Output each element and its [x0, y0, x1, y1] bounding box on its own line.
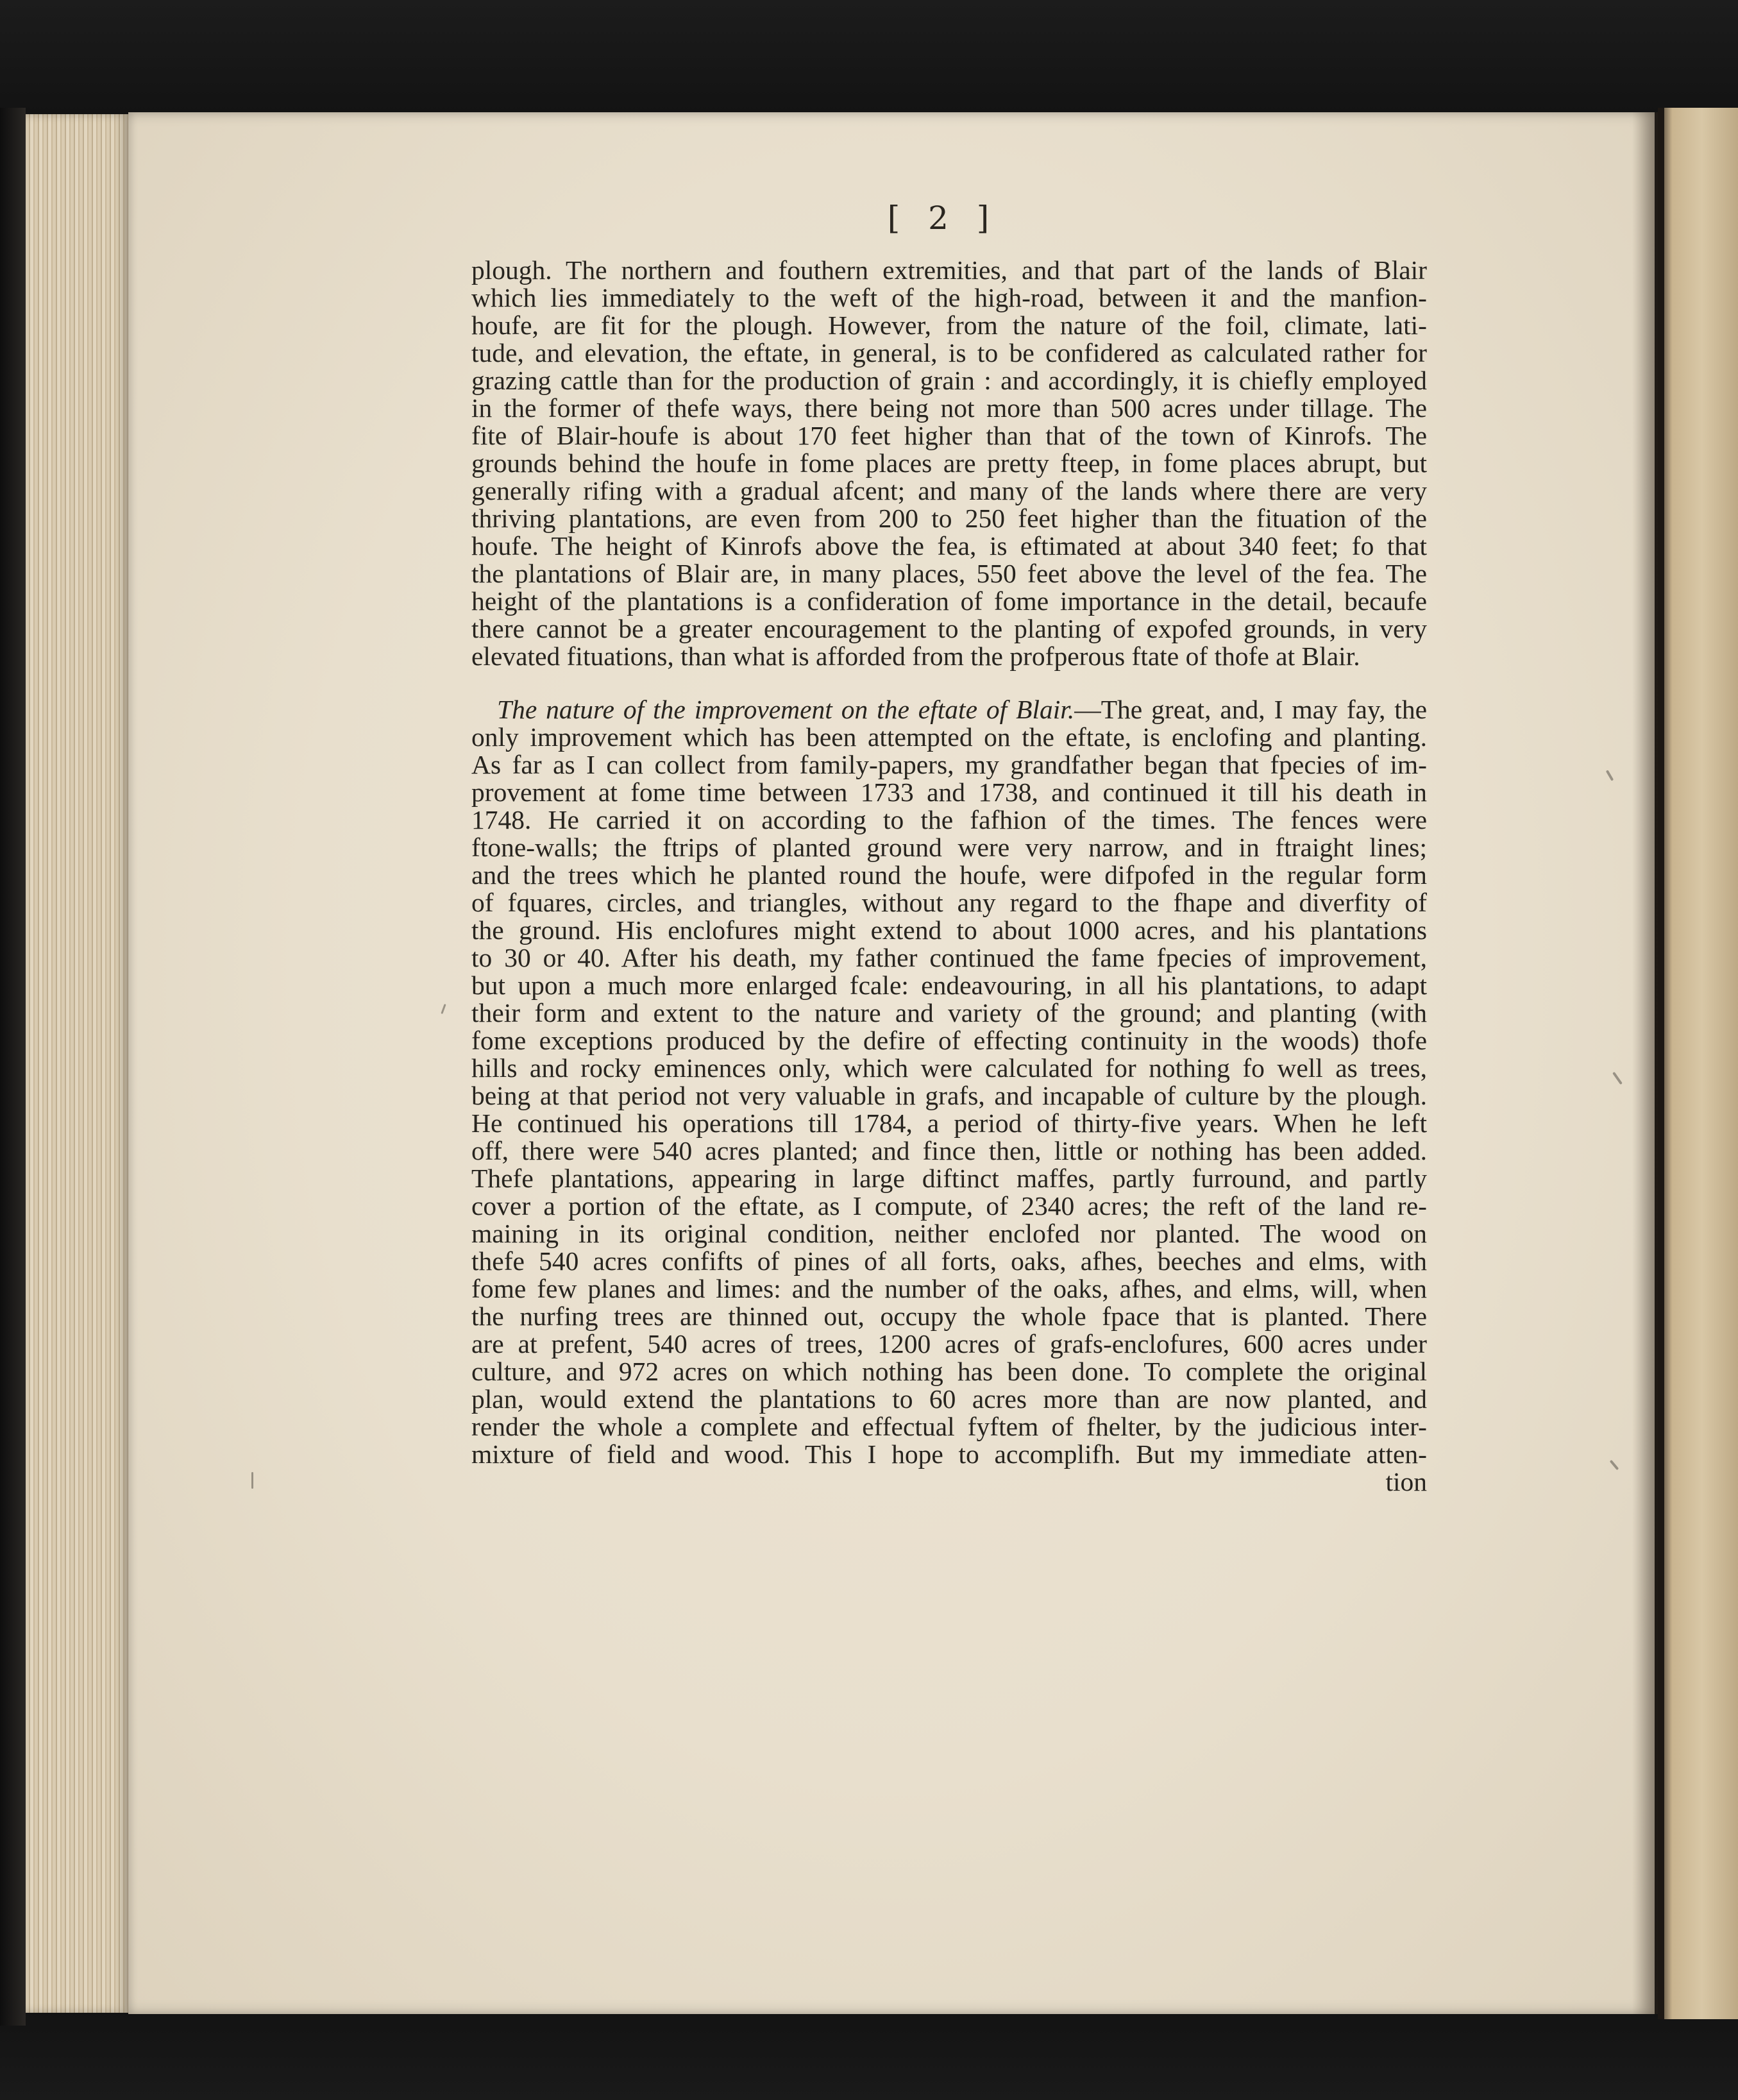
text-line: fite of Blair-houfe is about 170 feet higher than that of the town of Kinrofs. The	[471, 421, 1427, 450]
section-heading-line	[471, 696, 1427, 724]
heading-line-rest: —The great, and, I may fay, the	[1074, 695, 1427, 724]
text-line: the plantations of Blair are, in many places, 550 feet above the level of the fea. The	[471, 559, 1427, 588]
text-line: of fquares, circles, and triangles, without any regard to the fhape and diverfity of	[471, 888, 1427, 917]
text-line: thriving plantations, are even from 200 to 250 feet higher than the fituation of the	[471, 504, 1427, 533]
paragraph-gap	[471, 670, 1427, 696]
text-line: Thefe plantations, appearing in large diftinct maffes, partly furround, and partly	[471, 1164, 1427, 1193]
page-number: [ 2 ]	[887, 199, 999, 237]
text-line: the ground. His enclofures might extend to about 1000 acres, and his plantations	[471, 915, 1427, 945]
text-line: culture, and 972 acres on which nothing has been done. To complete the original	[471, 1357, 1427, 1386]
text-line: ftone-walls; the ftrips of planted ground were very narrow, and in ftraight lines;	[471, 833, 1427, 862]
text-line: tude, and elevation, the eftate, in general, is to be confidered as calculated rather for	[471, 338, 1427, 368]
text-line: their form and extent to the nature and variety of the ground; and planting (with	[471, 998, 1427, 1028]
text-line: fome exceptions produced by the defire of effecting continuity in the woods) thofe	[471, 1026, 1427, 1055]
text-line: off, there were 540 acres planted; and fince then, little or nothing has been added.	[471, 1136, 1427, 1165]
text-line: grounds behind the houfe in fome places are pretty fteep, in fome places abrupt, but	[471, 448, 1427, 478]
facing-page-edge	[1658, 108, 1664, 2019]
text-line: plough. The northern and fouthern extremities, and that part of the lands of Blair	[471, 255, 1427, 285]
text-line: cover a portion of the eftate, as I compute, of 2340 acres; the reft of the land re-	[471, 1191, 1427, 1221]
book-cover-edge	[0, 108, 26, 2026]
text-line: fome few planes and limes: and the number of the oaks, afhes, and elms, will, when	[471, 1274, 1427, 1303]
text-line: maining in its original condition, neither enclofed nor planted. The wood on	[471, 1219, 1427, 1248]
text-line: only improvement which has been attempted on the eftate, is enclofing and planting.	[471, 722, 1427, 752]
text-line: elevated fituations, than what is afforded from the profperous ftate of thofe at Blair.	[471, 641, 1360, 671]
gutter-shadow	[1632, 112, 1658, 2014]
text-line: houfe, are fit for the plough. However, from the nature of the foil, climate, lati-	[471, 310, 1427, 340]
text-line: and the trees which he planted round the houfe, were difpofed in the regular form	[471, 860, 1427, 890]
text-line: 1748. He carried it on according to the fafhion of the times. The fences were	[471, 805, 1427, 834]
text-line: in the former of thefe ways, there being not more than 500 acres under tillage. The	[471, 393, 1427, 423]
text-line: but upon a much more enlarged fcale: endeavouring, in all his plantations, to adapt	[471, 970, 1427, 1000]
text-line: mixture of field and wood. This I hope to accomplifh. But my immediate atten-	[471, 1439, 1427, 1469]
text-line: grazing cattle than for the production of grain : and accordingly, it is chiefly employed	[471, 366, 1427, 395]
text-line: He continued his operations till 1784, a period of thirty-five years. When he left	[471, 1108, 1427, 1138]
facing-page-sliver	[1658, 108, 1738, 2019]
text-line: houfe. The height of Kinrofs above the fea, is eftimated at about 340 feet; fo that	[471, 531, 1427, 561]
text-line: generally rifing with a gradual afcent; and many of the lands where there are very	[471, 476, 1427, 505]
text-line: there cannot be a greater encouragement to the planting of expofed grounds, in very	[471, 614, 1427, 643]
catchword: tion	[1385, 1467, 1427, 1496]
scan-speck	[251, 1472, 253, 1489]
text-line: which lies immediately to the weft of the high-road, between it and the manfion-	[471, 283, 1427, 312]
text-line: height of the plantations is a confideration of fome importance in the detail, becaufe	[471, 586, 1427, 616]
text-line: to 30 or 40. After his death, my father continued the fame fpecies of improvement,	[471, 943, 1427, 972]
section-heading: The nature of the improvement on the eftate of Blair.	[497, 695, 1075, 724]
page-edges-stack	[26, 114, 128, 2013]
text-line: being at that period not very valuable in grafs, and incapable of culture by the plough.	[471, 1081, 1427, 1110]
text-line: are at prefent, 540 acres of trees, 1200 acres of grafs-enclofures, 600 acres under	[471, 1329, 1427, 1359]
text-line: hills and rocky eminences only, which were calculated for nothing fo well as trees,	[471, 1053, 1427, 1083]
text-line: thefe 540 acres confifts of pines of all forts, oaks, afhes, beeches and elms, with	[471, 1246, 1427, 1276]
text-line: As far as I can collect from family-papers, my grandfather began that fpecies of im-	[471, 750, 1427, 779]
text-line: plan, would extend the plantations to 60 acres more than are now planted, and	[471, 1384, 1427, 1414]
text-line: render the whole a complete and effectual fyftem of fhelter, by the judicious inter-	[471, 1412, 1427, 1441]
text-line: provement at fome time between 1733 and 1738, and continued it till his death in	[471, 777, 1427, 807]
text-line: the nurfing trees are thinned out, occupy the whole fpace that is planted. There	[471, 1301, 1427, 1331]
body-text	[471, 257, 1427, 1496]
